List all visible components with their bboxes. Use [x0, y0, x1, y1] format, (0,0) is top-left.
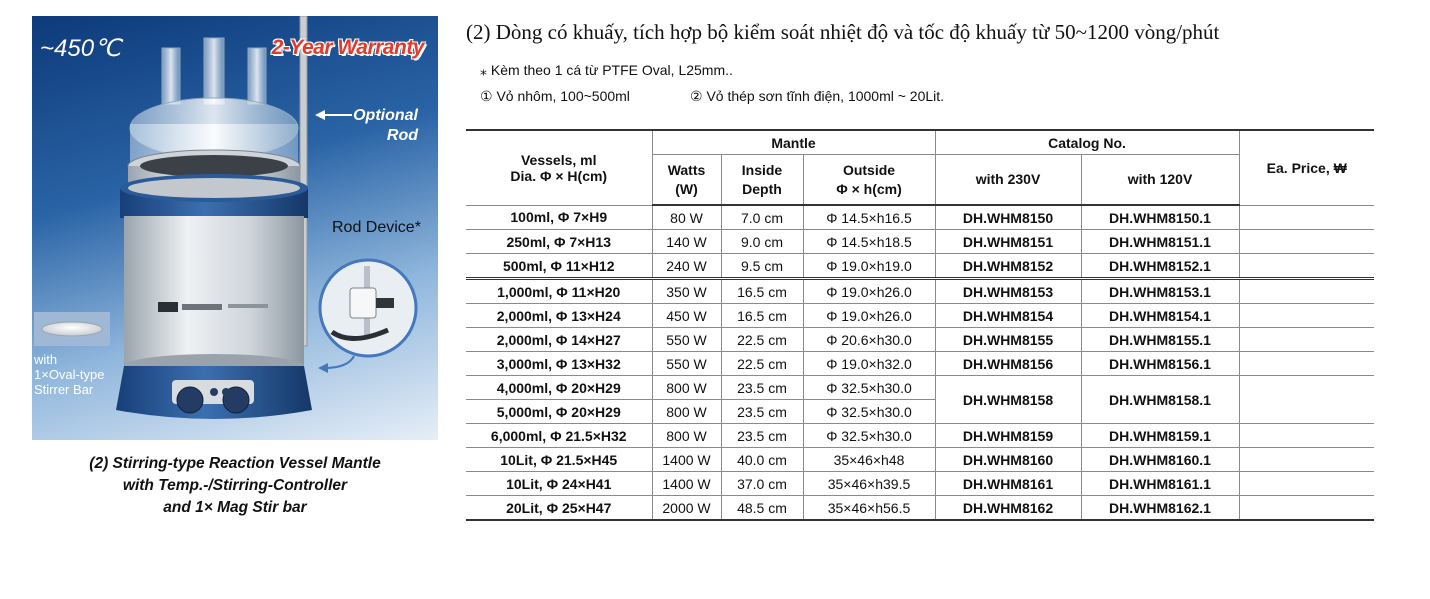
accessory-note: ⁎ Kèm theo 1 cá từ PTFE Oval, L25mm..	[480, 62, 733, 78]
depth-cell: 7.0 cm	[721, 205, 803, 230]
depth-cell: 23.5 cm	[721, 400, 803, 424]
header-row-group	[466, 130, 1374, 155]
catalog-230v-cell: DH.WHM8153	[935, 279, 1081, 304]
header-outside	[803, 155, 935, 206]
spec-table	[466, 129, 1374, 521]
header-vessels-line-2: Dia. Φ × H(cm)	[510, 167, 608, 184]
caption-line-2: with Temp.-/Stirring-Controller	[122, 477, 348, 494]
product-photo	[32, 16, 438, 440]
stirrer-line-3: Stirrer Bar	[34, 382, 94, 397]
outside-cell: Φ 32.5×h30.0	[803, 376, 935, 400]
header-price: Ea. Price, ₩	[1239, 130, 1374, 205]
header-120v: with 120V	[1081, 155, 1239, 206]
catalog-230v-cell: DH.WHM8156	[935, 352, 1081, 376]
price-cell	[1239, 496, 1374, 521]
housing-note-steel: ② Vỏ thép sơn tĩnh điện, 1000ml ~ 20Lit.	[690, 88, 945, 104]
outside-cell: Φ 19.0×h26.0	[803, 279, 935, 304]
depth-cell: 22.5 cm	[721, 328, 803, 352]
header-catalog: Catalog No.	[935, 130, 1239, 155]
outside-cell: Φ 14.5×h18.5	[803, 230, 935, 254]
table-row	[466, 205, 1374, 230]
price-cell	[1239, 304, 1374, 328]
depth-cell: 9.5 cm	[721, 254, 803, 279]
stirrer-bar-label	[34, 352, 104, 397]
price-cell	[1239, 254, 1374, 279]
table-row	[466, 424, 1374, 448]
caption-line-3: and 1× Mag Stir bar	[163, 499, 307, 516]
housing-note	[480, 88, 945, 105]
stirrer-line-1: with	[34, 352, 58, 367]
vessel-cell: 20Lit, Φ 25×H47	[466, 496, 652, 521]
header-230v: with 230V	[935, 155, 1081, 206]
rod-label-line-2: Rod	[386, 127, 418, 144]
catalog-230v-cell: DH.WHM8161	[935, 472, 1081, 496]
caption-line-1: (2) Stirring-type Reaction Vessel Mantle	[89, 455, 381, 472]
header-mantle: Mantle	[652, 130, 935, 155]
table-row	[466, 496, 1374, 521]
catalog-120v-cell: DH.WHM8156.1	[1081, 352, 1239, 376]
vessel-cell: 2,000ml, Φ 13×H24	[466, 304, 652, 328]
depth-cell: 37.0 cm	[721, 472, 803, 496]
watts-cell: 1400 W	[652, 472, 721, 496]
rod-device-label: Rod Device*	[332, 219, 421, 236]
header-vessels	[466, 130, 652, 205]
outside-cell: Φ 19.0×h32.0	[803, 352, 935, 376]
catalog-230v-cell: DH.WHM8154	[935, 304, 1081, 328]
vessel-cell: 10Lit, Φ 21.5×H45	[466, 448, 652, 472]
vessel-cell: 100ml, Φ 7×H9	[466, 205, 652, 230]
price-cell	[1239, 376, 1374, 424]
vessel-cell: 2,000ml, Φ 14×H27	[466, 328, 652, 352]
price-cell	[1239, 328, 1374, 352]
header-watts-line-2: (W)	[675, 180, 698, 197]
depth-cell: 48.5 cm	[721, 496, 803, 521]
outside-cell: 35×46×h39.5	[803, 472, 935, 496]
watts-cell: 800 W	[652, 376, 721, 400]
table-row	[466, 230, 1374, 254]
vessel-cell: 10Lit, Φ 24×H41	[466, 472, 652, 496]
catalog-120v-cell: DH.WHM8161.1	[1081, 472, 1239, 496]
price-cell	[1239, 352, 1374, 376]
catalog-230v-cell: DH.WHM8160	[935, 448, 1081, 472]
table-row	[466, 254, 1374, 279]
watts-cell: 2000 W	[652, 496, 721, 521]
watts-cell: 1400 W	[652, 448, 721, 472]
catalog-230v-cell: DH.WHM8159	[935, 424, 1081, 448]
header-depth-line-2: Depth	[742, 180, 782, 197]
depth-cell: 40.0 cm	[721, 448, 803, 472]
catalog-230v-cell: DH.WHM8152	[935, 254, 1081, 279]
optional-rod-label	[328, 106, 418, 146]
table-row	[466, 472, 1374, 496]
table-row	[466, 279, 1374, 304]
watts-cell: 140 W	[652, 230, 721, 254]
price-cell	[1239, 448, 1374, 472]
vessel-cell: 6,000ml, Φ 21.5×H32	[466, 424, 652, 448]
outside-cell: Φ 14.5×h16.5	[803, 205, 935, 230]
header-watts-line-1: Watts	[667, 161, 706, 178]
depth-cell: 9.0 cm	[721, 230, 803, 254]
depth-cell: 23.5 cm	[721, 376, 803, 400]
outside-cell: 35×46×h56.5	[803, 496, 935, 521]
product-caption	[28, 453, 442, 519]
price-cell	[1239, 424, 1374, 448]
watts-cell: 800 W	[652, 400, 721, 424]
catalog-230v-cell: DH.WHM8151	[935, 230, 1081, 254]
header-depth-line-1: Inside	[741, 161, 783, 178]
watts-cell: 450 W	[652, 304, 721, 328]
table-row	[466, 328, 1374, 352]
watts-cell: 240 W	[652, 254, 721, 279]
vessel-cell: 4,000ml, Φ 20×H29	[466, 376, 652, 400]
vessel-cell: 500ml, Φ 11×H12	[466, 254, 652, 279]
watts-cell: 350 W	[652, 279, 721, 304]
outside-cell: Φ 20.6×h30.0	[803, 328, 935, 352]
watts-cell: 550 W	[652, 352, 721, 376]
table-row	[466, 448, 1374, 472]
catalog-120v-cell: DH.WHM8153.1	[1081, 279, 1239, 304]
catalog-230v-cell: DH.WHM8158	[935, 376, 1081, 424]
watts-cell: 80 W	[652, 205, 721, 230]
depth-cell: 23.5 cm	[721, 424, 803, 448]
catalog-120v-cell: DH.WHM8151.1	[1081, 230, 1239, 254]
watts-cell: 800 W	[652, 424, 721, 448]
housing-note-aluminum: ① Vỏ nhôm, 100~500ml	[480, 88, 630, 104]
price-cell	[1239, 230, 1374, 254]
outside-cell: Φ 19.0×h26.0	[803, 304, 935, 328]
catalog-230v-cell: DH.WHM8150	[935, 205, 1081, 230]
catalog-120v-cell: DH.WHM8154.1	[1081, 304, 1239, 328]
catalog-120v-cell: DH.WHM8158.1	[1081, 376, 1239, 424]
catalog-230v-cell: DH.WHM8162	[935, 496, 1081, 521]
catalog-120v-cell: DH.WHM8162.1	[1081, 496, 1239, 521]
temperature-label: ~450℃	[40, 35, 122, 62]
depth-cell: 22.5 cm	[721, 352, 803, 376]
vessel-cell: 5,000ml, Φ 20×H29	[466, 400, 652, 424]
catalog-120v-cell: DH.WHM8152.1	[1081, 254, 1239, 279]
vessel-cell: 250ml, Φ 7×H13	[466, 230, 652, 254]
table-row	[466, 376, 1374, 400]
price-cell	[1239, 279, 1374, 304]
watts-cell: 550 W	[652, 328, 721, 352]
header-inside-depth	[721, 155, 803, 206]
outside-cell: Φ 32.5×h30.0	[803, 424, 935, 448]
header-outside-line-1: Outside	[842, 161, 896, 178]
warranty-badge: 2-Year Warranty	[271, 36, 424, 59]
table-row	[466, 352, 1374, 376]
price-cell	[1239, 472, 1374, 496]
price-cell	[1239, 205, 1374, 230]
depth-cell: 16.5 cm	[721, 279, 803, 304]
section-heading: (2) Dòng có khuấy, tích hợp bộ kiểm soát nhiệt độ và tốc độ khuấy từ 50~1200 vòng/phút	[466, 20, 1220, 44]
header-outside-line-2: Φ × h(cm)	[836, 180, 902, 197]
outside-cell: Φ 32.5×h30.0	[803, 400, 935, 424]
catalog-120v-cell: DH.WHM8150.1	[1081, 205, 1239, 230]
vessel-cell: 1,000ml, Φ 11×H20	[466, 279, 652, 304]
vessel-cell: 3,000ml, Φ 13×H32	[466, 352, 652, 376]
catalog-230v-cell: DH.WHM8155	[935, 328, 1081, 352]
depth-cell: 16.5 cm	[721, 304, 803, 328]
outside-cell: 35×46×h48	[803, 448, 935, 472]
outside-cell: Φ 19.0×h19.0	[803, 254, 935, 279]
catalog-120v-cell: DH.WHM8155.1	[1081, 328, 1239, 352]
catalog-120v-cell: DH.WHM8159.1	[1081, 424, 1239, 448]
catalog-120v-cell: DH.WHM8160.1	[1081, 448, 1239, 472]
table-row	[466, 304, 1374, 328]
rod-label-line-1: Optional	[353, 107, 418, 124]
header-watts	[652, 155, 721, 206]
stirrer-line-2: 1×Oval-type	[34, 367, 105, 382]
header-vessels-line-1: Vessels, ml	[520, 151, 597, 168]
